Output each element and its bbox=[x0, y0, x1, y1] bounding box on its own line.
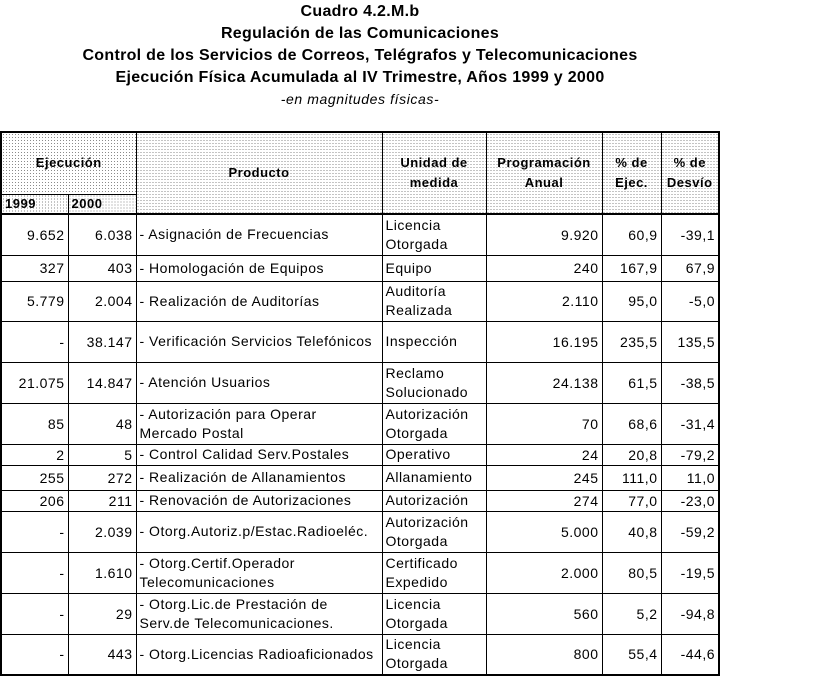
table-row bbox=[1, 465, 719, 490]
cell-pct-ejec: 167,9 bbox=[602, 255, 661, 281]
cell-programacion: 245 bbox=[486, 465, 602, 490]
cell-unidad: Autorización Otorgada bbox=[382, 403, 486, 444]
header-unidad bbox=[382, 132, 486, 214]
cell-programacion: 24.138 bbox=[486, 362, 602, 403]
cell-pct-ejec: 60,9 bbox=[602, 214, 661, 255]
header-pct-desvio bbox=[661, 132, 719, 214]
cell-producto: - Otorg.Certif.Operador Telecomunicaciones bbox=[136, 552, 382, 593]
cell-unidad: Inspección bbox=[382, 321, 486, 362]
cell-unidad: Licencia Otorgada bbox=[382, 214, 486, 255]
cell-pct-desvio: -44,6 bbox=[661, 634, 719, 675]
cell-unidad: Equipo bbox=[382, 255, 486, 281]
table-row bbox=[1, 321, 719, 362]
cell-pct-ejec: 55,4 bbox=[602, 634, 661, 675]
cell-producto: - Asignación de Frecuencias bbox=[136, 214, 382, 255]
cell-programacion: 240 bbox=[486, 255, 602, 281]
cell-ejecucion-2000: 403 bbox=[68, 255, 136, 281]
cell-pct-desvio: 135,5 bbox=[661, 321, 719, 362]
cell-ejecucion-1999: - bbox=[1, 511, 68, 552]
cell-ejecucion-2000: 38.147 bbox=[68, 321, 136, 362]
cell-ejecucion-1999: 255 bbox=[1, 465, 68, 490]
cell-ejecucion-1999: 5.779 bbox=[1, 281, 68, 321]
cell-ejecucion-2000: 211 bbox=[68, 490, 136, 511]
cell-ejecucion-1999: 9.652 bbox=[1, 214, 68, 255]
cell-producto: - Otorg.Autoriz.p/Estac.Radioeléc. bbox=[136, 511, 382, 552]
header-unidad-line1: Unidad de bbox=[400, 155, 468, 170]
table-row bbox=[1, 634, 719, 675]
cell-unidad: Auditoría Realizada bbox=[382, 281, 486, 321]
header-1999: 1999 bbox=[1, 194, 68, 214]
title-line-2: Regulación de las Comunicaciones bbox=[220, 25, 500, 42]
header-pct-desvio-line1: % de bbox=[673, 155, 706, 170]
table-row bbox=[1, 214, 719, 255]
cell-programacion: 24 bbox=[486, 444, 602, 465]
cell-pct-desvio: -79,2 bbox=[661, 444, 719, 465]
table-row bbox=[1, 552, 719, 593]
cell-pct-desvio: -38,5 bbox=[661, 362, 719, 403]
cell-pct-desvio: 11,0 bbox=[661, 465, 719, 490]
cell-programacion: 2.110 bbox=[486, 281, 602, 321]
cell-programacion: 2.000 bbox=[486, 552, 602, 593]
cell-ejecucion-1999: - bbox=[1, 321, 68, 362]
cell-producto: - Otorg.Lic.de Prestación de Serv.de Telecomunicaciones. bbox=[136, 593, 382, 634]
header-programacion bbox=[486, 132, 602, 214]
cell-producto: - Renovación de Autorizaciones bbox=[136, 490, 382, 511]
cell-ejecucion-2000: 6.038 bbox=[68, 214, 136, 255]
table-row bbox=[1, 281, 719, 321]
cell-ejecucion-1999: 327 bbox=[1, 255, 68, 281]
cell-programacion: 9.920 bbox=[486, 214, 602, 255]
cell-ejecucion-1999: 206 bbox=[1, 490, 68, 511]
cell-ejecucion-2000: 2.039 bbox=[68, 511, 136, 552]
cell-ejecucion-2000: 272 bbox=[68, 465, 136, 490]
cell-pct-ejec: 235,5 bbox=[602, 321, 661, 362]
cell-ejecucion-1999: - bbox=[1, 634, 68, 675]
header-unidad-line2: medida bbox=[409, 175, 459, 190]
cell-ejecucion-2000: 5 bbox=[68, 444, 136, 465]
cell-ejecucion-1999: 21.075 bbox=[1, 362, 68, 403]
header-programacion-line2: Anual bbox=[524, 175, 564, 190]
table-row bbox=[1, 255, 719, 281]
cell-unidad: Reclamo Solucionado bbox=[382, 362, 486, 403]
cell-producto: - Realización de Allanamientos bbox=[136, 465, 382, 490]
cell-ejecucion-2000: 48 bbox=[68, 403, 136, 444]
cell-ejecucion-1999: - bbox=[1, 552, 68, 593]
cell-pct-ejec: 77,0 bbox=[602, 490, 661, 511]
cell-programacion: 560 bbox=[486, 593, 602, 634]
cell-pct-desvio: -94,8 bbox=[661, 593, 719, 634]
cell-producto: - Otorg.Licencias Radioaficionados bbox=[136, 634, 382, 675]
table-row bbox=[1, 511, 719, 552]
cell-programacion: 800 bbox=[486, 634, 602, 675]
header-pct-ejec-line2: Ejec. bbox=[615, 175, 648, 190]
cell-pct-desvio: -31,4 bbox=[661, 403, 719, 444]
cell-pct-desvio: -19,5 bbox=[661, 552, 719, 593]
cell-ejecucion-1999: - bbox=[1, 593, 68, 634]
table-row bbox=[1, 490, 719, 511]
table-row bbox=[1, 403, 719, 444]
cell-ejecucion-2000: 29 bbox=[68, 593, 136, 634]
table-row bbox=[1, 362, 719, 403]
title-line-3: Control de los Servicios de Correos, Telégrafos y Telecomunicaciones bbox=[82, 47, 638, 64]
header-producto: Producto bbox=[136, 132, 382, 214]
cell-programacion: 5.000 bbox=[486, 511, 602, 552]
cell-unidad: Licencia Otorgada bbox=[382, 593, 486, 634]
cell-pct-desvio: 67,9 bbox=[661, 255, 719, 281]
cell-producto: - Autorización para Operar Mercado Postal bbox=[136, 403, 382, 444]
cell-pct-ejec: 20,8 bbox=[602, 444, 661, 465]
cell-producto: - Atención Usuarios bbox=[136, 362, 382, 403]
title-block bbox=[0, 0, 720, 109]
data-table bbox=[0, 131, 720, 676]
cell-producto: - Control Calidad Serv.Postales bbox=[136, 444, 382, 465]
cell-producto: - Homologación de Equipos bbox=[136, 255, 382, 281]
table-body bbox=[1, 214, 719, 675]
cell-ejecucion-2000: 2.004 bbox=[68, 281, 136, 321]
cell-pct-ejec: 80,5 bbox=[602, 552, 661, 593]
cell-ejecucion-1999: 85 bbox=[1, 403, 68, 444]
header-pct-ejec-line1: % de bbox=[615, 155, 648, 170]
cell-unidad: Certificado Expedido bbox=[382, 552, 486, 593]
cell-pct-ejec: 40,8 bbox=[602, 511, 661, 552]
header-2000: 2000 bbox=[68, 194, 136, 214]
cell-ejecucion-2000: 443 bbox=[68, 634, 136, 675]
header-ejecucion: Ejecución bbox=[1, 132, 136, 194]
cell-unidad: Autorización bbox=[382, 490, 486, 511]
header-programacion-line1: Programación bbox=[497, 155, 591, 170]
header-pct-desvio-line2: Desvío bbox=[666, 175, 713, 190]
cell-unidad: Autorización Otorgada bbox=[382, 511, 486, 552]
cell-pct-ejec: 111,0 bbox=[602, 465, 661, 490]
cell-producto: - Verificación Servicios Telefónicos bbox=[136, 321, 382, 362]
cell-programacion: 70 bbox=[486, 403, 602, 444]
cell-unidad: Allanamiento bbox=[382, 465, 486, 490]
cell-pct-desvio: -39,1 bbox=[661, 214, 719, 255]
cell-pct-desvio: -5,0 bbox=[661, 281, 719, 321]
subtitle: -en magnitudes físicas- bbox=[280, 91, 440, 107]
cell-pct-ejec: 68,6 bbox=[602, 403, 661, 444]
title-line-4: Ejecución Física Acumulada al IV Trimestre, Años 1999 y 2000 bbox=[115, 69, 605, 86]
cell-pct-desvio: -23,0 bbox=[661, 490, 719, 511]
cell-unidad: Operativo bbox=[382, 444, 486, 465]
cell-pct-ejec: 95,0 bbox=[602, 281, 661, 321]
cell-pct-ejec: 61,5 bbox=[602, 362, 661, 403]
table-row bbox=[1, 444, 719, 465]
cell-ejecucion-2000: 1.610 bbox=[68, 552, 136, 593]
cell-ejecucion-2000: 14.847 bbox=[68, 362, 136, 403]
cell-programacion: 16.195 bbox=[486, 321, 602, 362]
cell-producto: - Realización de Auditorías bbox=[136, 281, 382, 321]
table-row bbox=[1, 593, 719, 634]
cell-unidad: Licencia Otorgada bbox=[382, 634, 486, 675]
cell-ejecucion-1999: 2 bbox=[1, 444, 68, 465]
header-pct-ejec bbox=[602, 132, 661, 214]
cell-pct-desvio: -59,2 bbox=[661, 511, 719, 552]
table-number: Cuadro 4.2.M.b bbox=[300, 3, 420, 20]
cell-pct-ejec: 5,2 bbox=[602, 593, 661, 634]
cell-programacion: 274 bbox=[486, 490, 602, 511]
